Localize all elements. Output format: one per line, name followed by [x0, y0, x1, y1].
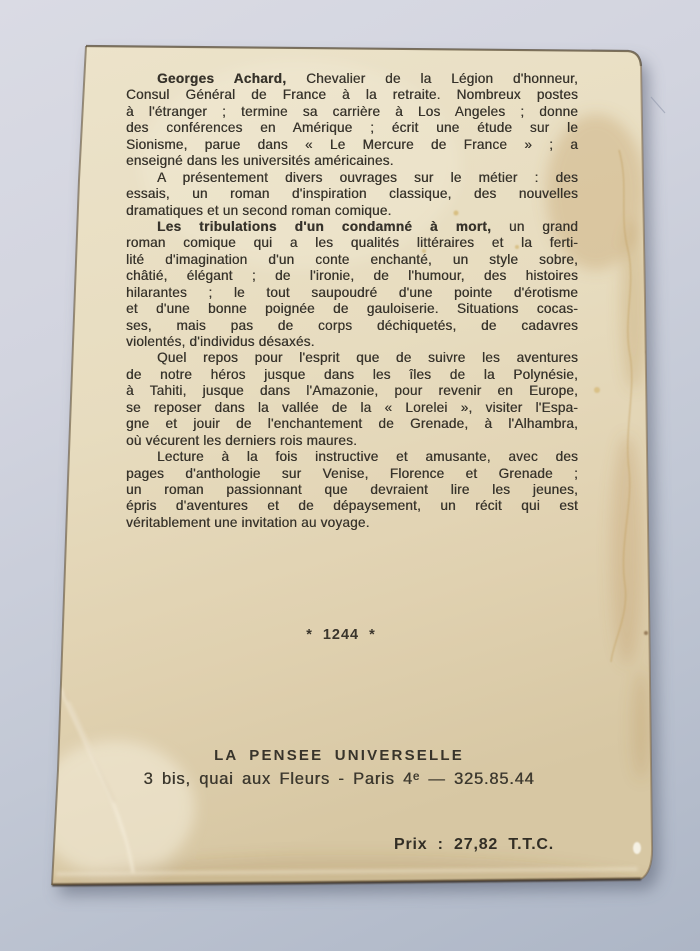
bio-line: hilarantes ; le tout saupoudré d'une pointe d'érotisme: [126, 284, 578, 300]
bio-line: lité d'imagination d'un conte enchanté, un style sobre,: [126, 251, 578, 267]
bio-line: violentés, d'individus désaxés.: [126, 334, 315, 349]
series-number: * 1244 *: [306, 627, 376, 643]
bio-line: châtié, élégant ; de l'ironie, de l'humour, des histoires: [126, 268, 578, 284]
bio-line: se reposer dans la vallée de la « Lorelei », visiter l'Espa-: [126, 399, 578, 415]
bio-line: Sionisme, parue dans « Le Mercure de France » ; a: [126, 136, 578, 152]
biography-text: [126, 71, 578, 531]
bio-line: essais, un roman d'inspiration classique, des nouvelles: [126, 186, 578, 202]
bio-line: enseigné dans les universités américaines.: [126, 153, 394, 169]
bio-line: à l'étranger ; termine sa carrière à Los Angeles ; donne: [126, 103, 578, 119]
bio-line: où vécurent les derniers rois maures.: [126, 432, 358, 448]
bio-line: épris d'aventures et de dépaysement, un récit qui est: [126, 498, 578, 514]
bio-line: Les tribulations d'un condamné à mort, un grand: [157, 218, 578, 234]
price-label: Prix : 27,82 T.T.C.: [394, 836, 555, 853]
bio-line: de notre héros jusque dans les îles de la Polynésie,: [126, 366, 578, 382]
bio-line: Quel repos pour l'esprit que de suivre les aventures: [157, 350, 578, 366]
bio-line: pages d'anthologie sur Venise, Florence et Grenade ;: [126, 465, 578, 481]
bio-line: à Tahiti, jusque dans l'Amazonie, pour revenir en Europe,: [126, 383, 578, 399]
bio-line: ses, mais pas de corps déchiquetés, de cadavres: [126, 317, 578, 333]
bio-line: dramatiques et un second roman comique.: [126, 202, 392, 218]
bio-line: et d'une bonne poignée de gauloiserie. Situations cocas-: [126, 301, 578, 317]
publisher-name: LA PENSEE UNIVERSELLE: [214, 747, 464, 764]
bio-line: Lecture à la fois instructive et amusante, avec des: [157, 449, 578, 465]
bio-line: A présentement divers ouvrages sur le métier : des: [157, 169, 578, 185]
bio-line: gne et jouir de l'enchantement de Grenade, à l'Alhambra,: [126, 416, 578, 432]
bio-line: des conférences en Amérique ; écrit une étude sur le: [126, 120, 578, 136]
bio-line: un roman passionnant que devraient lire les jeunes,: [126, 481, 578, 497]
publisher-block: [126, 747, 552, 789]
publisher-address: 3 bis, quai aux Fleurs - Paris 4ᵉ — 325.85.44: [143, 770, 535, 788]
bio-line: véritablement une invitation au voyage.: [126, 514, 370, 530]
table-scratch: [651, 97, 665, 113]
bio-line: roman comique qui a les qualités littéraires et la ferti-: [126, 235, 578, 251]
bio-line: Georges Achard, Chevalier de la Légion d'honneur,: [157, 71, 578, 86]
bio-line: Consul Général de France à la retraite. Nombreux postes: [126, 87, 578, 103]
